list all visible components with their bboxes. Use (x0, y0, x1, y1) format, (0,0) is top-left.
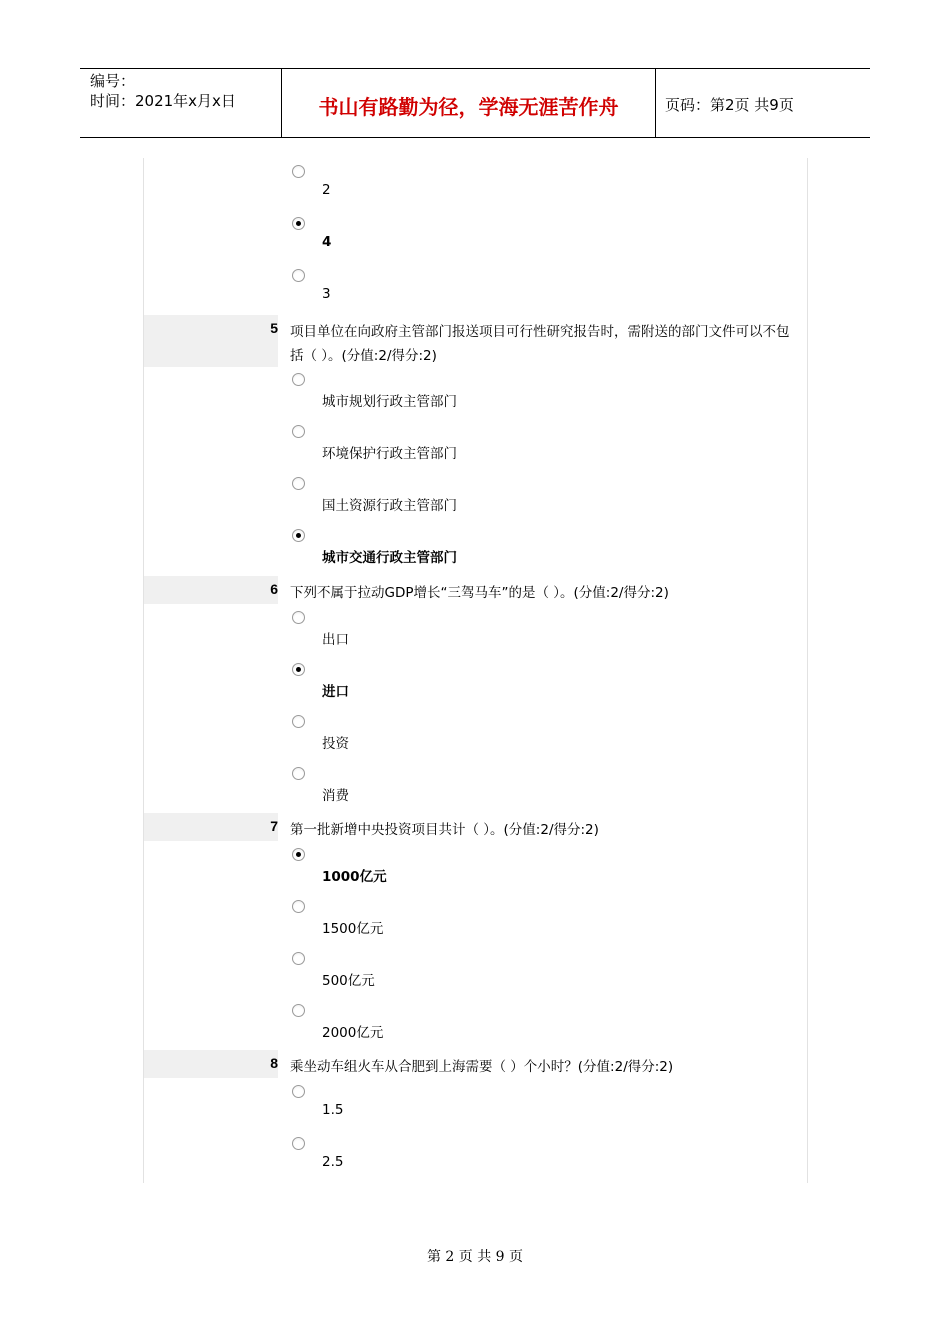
option-label: 城市规划行政主管部门 (322, 394, 457, 410)
question-number: 7 (270, 818, 278, 834)
radio-button-selected[interactable] (292, 848, 305, 861)
radio-button[interactable] (292, 611, 305, 624)
date-label: 时间：2021年x月x日 (90, 92, 236, 110)
header-motto-cell (281, 69, 656, 137)
radio-button[interactable] (292, 715, 305, 728)
page-number-label: 页码：第2页 共9页 (665, 96, 794, 114)
radio-button[interactable] (292, 952, 305, 965)
option-label: 3 (322, 286, 331, 302)
radio-button[interactable] (292, 767, 305, 780)
option-label: 消费 (322, 788, 349, 804)
quiz-frame (143, 158, 808, 1183)
radio-button[interactable] (292, 269, 305, 282)
radio-button[interactable] (292, 477, 305, 490)
option-label: 1500亿元 (322, 921, 384, 937)
question-text: 乘坐动车组火车从合肥到上海需要（ ）个小时？(分值:2/得分:2) (290, 1059, 674, 1075)
option-label-selected: 进口 (322, 684, 349, 700)
page-footer: 第 2 页 共 9 页 (426, 1249, 524, 1265)
option-label: 国土资源行政主管部门 (322, 498, 457, 514)
option-label: 2000亿元 (322, 1025, 384, 1041)
question-number-cell (144, 1050, 278, 1078)
option-label: 环境保护行政主管部门 (322, 446, 457, 462)
radio-button[interactable] (292, 1004, 305, 1017)
question-number: 5 (270, 320, 278, 336)
option-label-selected: 城市交通行政主管部门 (322, 550, 457, 566)
option-label: 2.5 (322, 1154, 344, 1170)
option-label: 1.5 (322, 1102, 344, 1118)
serial-number-label: 编号： (90, 72, 136, 90)
question-number: 8 (270, 1055, 278, 1071)
question-row (144, 576, 807, 604)
header-left-cell (80, 69, 281, 137)
radio-button[interactable] (292, 165, 305, 178)
radio-button-selected[interactable] (292, 663, 305, 676)
document-header (80, 68, 870, 138)
question-text: 下列不属于拉动GDP增长“三驾马车”的是（ ）。(分值:2/得分:2) (290, 585, 669, 601)
option-label: 500亿元 (322, 973, 375, 989)
radio-button[interactable] (292, 900, 305, 913)
question-number: 6 (270, 581, 278, 597)
radio-button[interactable] (292, 373, 305, 386)
header-right-cell (655, 69, 870, 137)
option-label-selected: 4 (322, 234, 332, 250)
option-label: 出口 (322, 632, 349, 648)
motto-text: 书山有路勤为径，学海无涯苦作舟 (318, 95, 619, 119)
option-label-selected: 1000亿元 (322, 869, 387, 885)
question-number-cell (144, 315, 278, 367)
radio-button[interactable] (292, 1085, 305, 1098)
option-label: 投资 (322, 736, 349, 752)
question-row (144, 813, 807, 841)
question-row (144, 1050, 807, 1078)
option-label: 2 (322, 182, 331, 198)
question-text: 第一批新增中央投资项目共计（ ）。(分值:2/得分:2) (290, 822, 599, 838)
question-row (144, 315, 807, 367)
radio-button-selected[interactable] (292, 529, 305, 542)
question-number-cell (144, 576, 278, 604)
radio-button-selected[interactable] (292, 217, 305, 230)
radio-button[interactable] (292, 1137, 305, 1150)
question-text: 项目单位在向政府主管部门报送项目可行性研究报告时，需附送的部门文件可以不包括（ ）。(分值:2/得分:2) (290, 324, 790, 364)
radio-button[interactable] (292, 425, 305, 438)
question-number-cell (144, 813, 278, 841)
